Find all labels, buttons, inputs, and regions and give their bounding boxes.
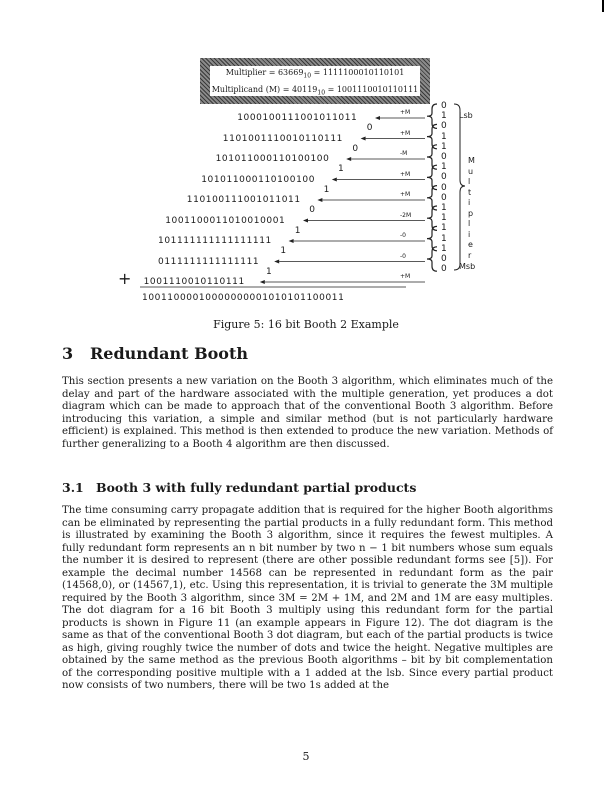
side-word-letter-7: l: [468, 219, 471, 228]
neg-bit-6: 1: [294, 225, 301, 236]
side-word-letter-6: p: [468, 208, 474, 218]
multiplier-range-brace: [454, 104, 465, 270]
multiple-label-2: +M: [400, 129, 411, 137]
neg-bit-8: 1: [266, 266, 272, 277]
multiplier-bit-14: 1: [441, 233, 447, 244]
side-word-letter-1: M: [468, 156, 475, 165]
partial-product-4: 101011000110100100: [201, 174, 316, 185]
side-word-letter-5: i: [468, 198, 471, 207]
neg-bit-1: 0: [366, 123, 373, 133]
multiplier-bit-12: 1: [441, 213, 447, 224]
partial-product-7: 101111111111111111: [158, 236, 272, 246]
multiplier-bit-10: 0: [441, 192, 447, 203]
msb-label: Msb: [459, 262, 476, 271]
partial-product-5: 110100111001011011: [186, 195, 301, 205]
lsb-label: Lsb: [459, 111, 473, 120]
section-title: Redundant Booth: [90, 344, 248, 363]
multiplier-bit-15: 1: [441, 243, 447, 254]
multiple-label-1: +M: [400, 109, 411, 116]
subsection-paragraph: The time consuming carry propagate addition that is required for the higher Booth algorithms can be eliminated by representing the partial products in a fully redundant form. This method is illustrated by examining the Booth 3 algorithm, since it requires the fewest multiples. A fully redundant form represents an n bit number by two n − 1 bit numbers whose sum equals the number it is desired to represent (there are other possible redundant forms see [5]). For example the decimal number 14568 can be represented in redundant form as the pair (14568,0), or (14567,1), etc. Using this representation, it is trivial to generate the 3M multiple required by the Booth 3 algorithm, since 3M = 2M + 1M, and 2M and 1M are easy multiples. The dot diagram for a 16 bit Booth 3 multiply using this redundant form for the partial products is shown in Figure 11 (an example appears in Figure 12). The dot diagram is the same as that of the conventional Booth 3 dot diagram, but each of the partial products is twice as high, giving roughly twice the number of dots and twice the height. Negative multiples are obtained by the same method as the previous Booth algorithms – bit by bit complementation of the corresponding positive multiple with a 1 added at the lsb. Since every partial product now consists of two numbers, there will be two 1s added at the: [62, 505, 553, 691]
arrow-head-4: [332, 178, 337, 182]
booth2-figure: [0, 0, 612, 310]
neg-bit-5: 0: [309, 205, 315, 215]
multiple-label-8: -0: [400, 252, 406, 260]
arrow-head-3: [346, 157, 351, 161]
multiplier-bit-17: 0: [441, 264, 447, 275]
multiplier-bit-6: 0: [441, 152, 447, 162]
side-word-letter-4: t: [468, 187, 472, 197]
multiplicand-line: Multiplicand $(M) = 40119_{10} = 1001110010110111$: [211, 84, 419, 97]
arrow-head-6: [303, 219, 308, 223]
multiple-label-4: +M: [400, 170, 411, 178]
section-number: 3: [62, 344, 74, 363]
arrow-head-2: [361, 137, 366, 141]
multiple-label-3: -M: [400, 150, 408, 157]
partial-product-8: 0111111111111111: [158, 256, 260, 267]
arrow-head-7: [289, 239, 294, 243]
neg-bit-7: 1: [280, 246, 287, 256]
neg-bit-3: 1: [338, 164, 344, 174]
multiplier-bit-3: 0: [441, 121, 447, 132]
multiplier-bit-9: 0: [441, 182, 447, 193]
arrow-head-5: [317, 198, 322, 202]
partial-product-3: 101011000110100100: [215, 154, 330, 164]
neg-bit-4: 1: [323, 184, 330, 195]
product-result: 10011000010000000001010101100011: [142, 293, 345, 303]
multiplier-bit-7: 1: [441, 162, 447, 173]
side-word-letter-2: u: [468, 166, 474, 176]
multiplier-bit-4: 1: [441, 131, 447, 142]
multiplier-bit-8: 0: [441, 172, 447, 183]
addition-plus-sign: +: [118, 269, 132, 288]
side-word-letter-3: l: [468, 177, 471, 186]
subsection-title: Booth 3 with fully redundant partial products: [96, 480, 417, 495]
page-number: 5: [302, 750, 310, 763]
multiplier-bit-11: 1: [441, 203, 447, 213]
partial-product-1: 1000100111001011011: [237, 113, 358, 123]
arrow-head-8: [274, 260, 279, 264]
partial-product-2: 1101001110010110111: [222, 133, 343, 144]
neg-bit-2: 0: [352, 143, 359, 154]
partial-product-9: 1001110010110111: [143, 277, 245, 287]
subsection-number: 3.1: [62, 480, 84, 495]
multiplier-bit-16: 0: [441, 254, 447, 264]
multiplier-bit-2: 1: [441, 111, 447, 122]
multiplier-line: Multiplier = $63669_{10} = 1111100010110101$: [225, 68, 405, 80]
multiple-label-7: -0: [400, 232, 406, 239]
multiple-label-6: -2M: [400, 211, 412, 219]
partial-product-6: 1001100011010010001: [165, 215, 286, 226]
section-intro-paragraph: This section presents a new variation on the Booth 3 algorithm, which eliminates much of the delay and part of the hardware associated with the multiple generation, yet produces a dot diagram which can be made to approach that of the conventional Booth 3 algorithm. Before introducing this variation, a simple and similar method (but is not particularly hardware efficient) is explained. This method is then extended to produce the new variation. Methods of further generalizing to a Booth 4 algorithm are then discussed.: [62, 376, 553, 450]
arrow-head-1: [375, 116, 380, 120]
multiplier-bit-1: 0: [441, 101, 447, 111]
side-word-letter-8: i: [468, 229, 471, 239]
multiplier-bit-13: 1: [441, 223, 447, 234]
multiple-label-5: +M: [400, 191, 411, 198]
section-heading: [62, 344, 248, 363]
arrow-head-9: [260, 280, 265, 284]
side-word-letter-10: r: [468, 250, 472, 260]
multiplier-bit-5: 1: [441, 141, 447, 152]
side-word-letter-9: e: [468, 240, 473, 249]
figure-caption: Figure 5: 16 bit Booth 2 Example: [213, 318, 399, 331]
multiple-label-9: +M: [400, 273, 411, 280]
subsection-heading: [62, 480, 416, 495]
